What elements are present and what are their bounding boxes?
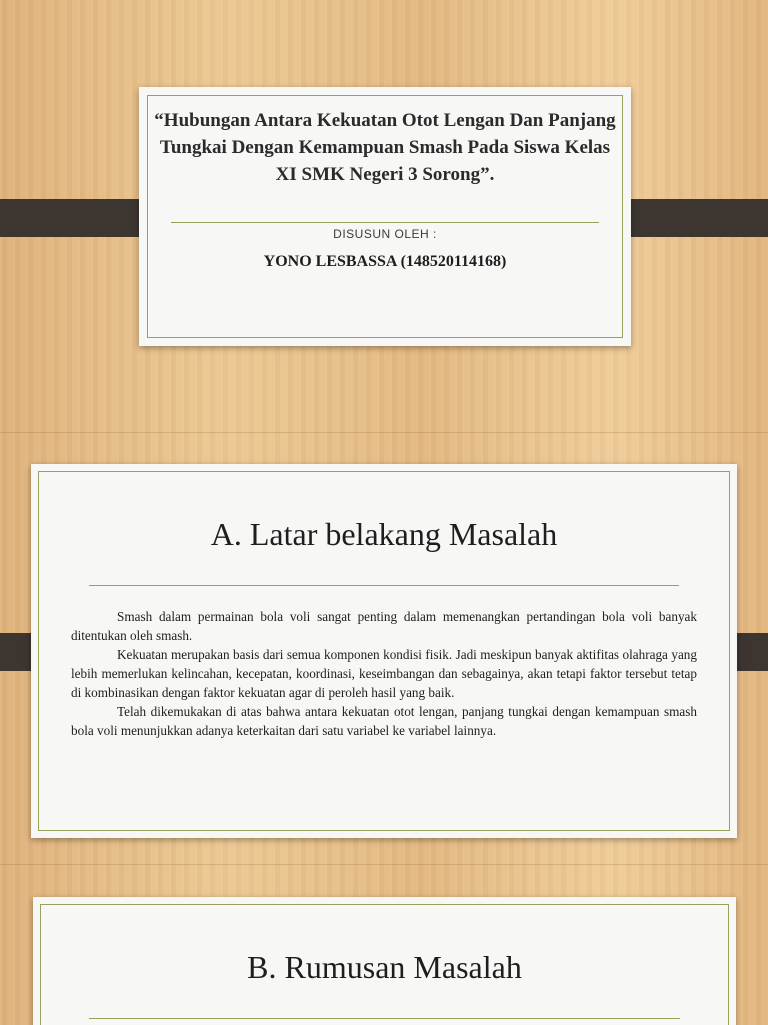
paragraph: Telah dikemukakan di atas bahwa antara kekuatan otot lengan, panjang tungkai dengan kemampuan smash bola voli menunjukkan adanya keterkaitan dari satu variabel ke variabel lainnya.: [71, 704, 697, 738]
slide-title: [0, 0, 768, 432]
heading-divider: [89, 585, 679, 586]
decorative-band-right: [612, 199, 768, 237]
slide-latar-belakang: [0, 432, 768, 865]
paragraph: Kekuatan merupakan basis dari semua komponen kondisi fisik. Jadi meskipun banyak aktifitas olahraga yang lebih memerlukan kelincahan, kecepatan, koordinasi, keseimbangan dan sebagainya, akan tetapi faktor tersebut tetap di kombinasikan dengan faktor kekuatan agar di peroleh hasil yang baik.: [71, 647, 697, 700]
content-card: [31, 464, 737, 838]
byline-label: DISUSUN OLEH :: [333, 227, 437, 241]
decorative-band-left: [0, 199, 156, 237]
content-card: [33, 897, 736, 1025]
section-heading: A. Latar belakang Masalah: [210, 516, 558, 552]
title-divider: [171, 222, 599, 223]
paragraph: Smash dalam permainan bola voli sangat penting dalam memenangkan pertandingan bola voli banyak ditentukan oleh smash.: [71, 609, 697, 643]
slide-rumusan-masalah: [0, 864, 768, 1025]
section-heading: B. Rumusan Masalah: [247, 949, 522, 985]
heading-divider: [89, 1018, 680, 1019]
presentation-title: “Hubungan Antara Kekuatan Otot Lengan Dan Panjang Tungkai Dengan Kemampuan Smash Pada Siswa Kelas XI SMK Negeri 3 Sorong”.: [154, 110, 616, 185]
body-text: [71, 607, 697, 740]
author-name: YONO LESBASSA (148520114168): [263, 253, 507, 270]
title-card: [139, 87, 631, 346]
